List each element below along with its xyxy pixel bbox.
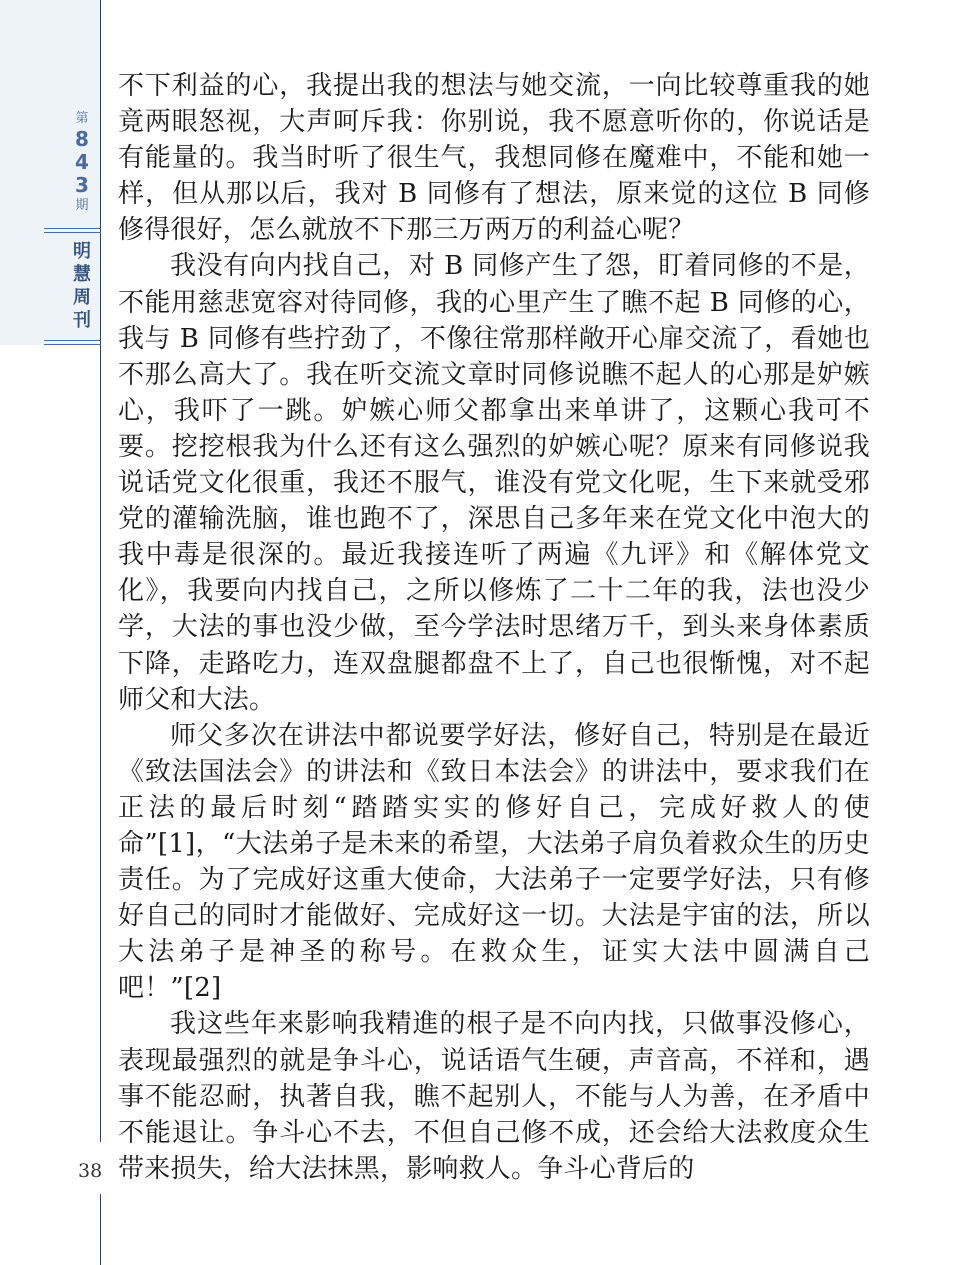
issue-number	[64, 110, 100, 215]
magazine-name: 明 慧 周 刊	[73, 241, 91, 331]
paragraph: 不下利益的心，我提出我的想法与她交流，一向比较尊重我的她竟两眼怒视，大声呵斥我：你别说，我不愿意听你的，你说话是有能量的。我当时听了很生气，我想同修在魔难中，不能和她一样，但从那以后，我对 B 同修有了想法，原来觉的这位 B 同修修得很好，怎么就放不下那三万两万的利益心呢？	[118, 71, 870, 246]
article-body	[118, 68, 870, 1187]
margin-rule	[100, 0, 101, 1265]
issue-digit: 4	[75, 150, 89, 174]
page-number: 38	[78, 1160, 103, 1182]
issue-digit: 3	[75, 173, 89, 197]
issue-prefix: 第	[75, 111, 89, 126]
divider	[44, 344, 101, 345]
paragraph: 我没有向内找自己，对 B 同修产生了怨，盯着同修的不是，不能用慈悲宽容对待同修，我的心里产生了瞧不起 B 同修的心，我与 B 同修有些拧劲了，不像往常那样敞开心扉交流了，看她也不那么高大了。我在听交流文章时同修说瞧不起人的心那是妒嫉心，我吓了一跳。妒嫉心师父都拿出来单讲了，这颗心我可不要。挖挖根我为什么还有这么强烈的妒嫉心呢？原来有同修说我说话党文化很重，我还不服气，谁没有党文化呢，生下来就受邪党的灌输洗脑，谁也跑不了，深思自己多年来在党文化中泡大的我中毒是很深的。最近我接连听了两遍《九评》和《解体党文化》，我要向内找自己，之所以修炼了二十二年的我，法也没少学，大法的事也没少做，至今学法时思绪万千，到头来身体素质下降，走路吃力，连双盘腿都盘不上了，自己也很惭愧，对不起师父和大法。	[118, 251, 870, 715]
issue-digit: 8	[75, 127, 89, 151]
paragraph: 我这些年来影响我精進的根子是不向内找，只做事没修心，表现最强烈的就是争斗心，说话语气生硬，声音高，不祥和，遇事不能忍耐，执著自我，瞧不起别人，不能与人为善，在矛盾中不能退让。争斗心不去，不但自己修不成，还会给大法救度众生带来损失，给大法抹黑，影响救人。争斗心背后的	[118, 1009, 870, 1184]
paragraph: 师父多次在讲法中都说要学好法，修好自己，特别是在最近《致法国法会》的讲法和《致日本法会》的讲法中，要求我们在正法的最后时刻“踏踏实实的修好自己，完成好救人的使命”[1]，“大法弟子是未来的希望，大法弟子肩负着救众生的历史责任。为了完成好这重大使命，大法弟子一定要学好法，只有修好自己的同时才能做好、完成好这一切。大法是宇宙的法，所以大法弟子是神圣的称号。在救众生，证实大法中圆满自己吧！”[2]	[118, 720, 870, 1004]
divider	[44, 228, 101, 229]
divider	[44, 232, 101, 233]
issue-suffix: 期	[75, 198, 89, 213]
divider	[44, 340, 101, 341]
